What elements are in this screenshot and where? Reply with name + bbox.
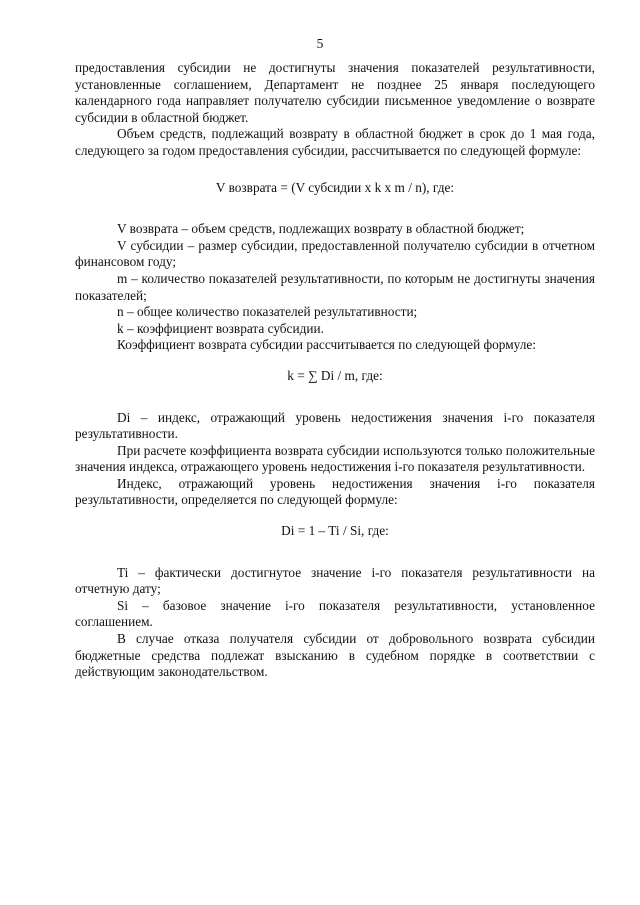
definition-v-subsidy: V субсидии – размер субсидии, предоставленной получателю субсидии в отчетном финансовом году; bbox=[75, 237, 595, 270]
definition-k: k – коэффициент возврата субсидии. bbox=[117, 320, 324, 336]
definition-m: m – количество показателей результативности, по которым не достигнуты значения показателей; bbox=[75, 270, 595, 303]
formula-di: Di = 1 – Ti / Si, где: bbox=[281, 523, 389, 539]
definition-n: n – общее количество показателей результативности; bbox=[117, 304, 418, 320]
formula-refund-volume: V возврата = (V субсидии x k x m / n), где: bbox=[215, 179, 455, 195]
paragraph-continuation: предоставления субсидии не достигнуты значения показателей результативности, установленные соглашением, Департамент не позднее 25 января последующего календарного года направляет получателю субсидии письменное уведомление о возврате субсидии в областной бюджет. bbox=[75, 60, 595, 125]
page-number: 5 bbox=[316, 36, 324, 51]
paragraph-refusal: В случае отказа получателя субсидии от добровольного возврата субсидии бюджетные средства подлежат взысканию в судебном порядке в соответствии с действующим законодательством. bbox=[75, 631, 595, 680]
document-body bbox=[75, 60, 595, 681]
definition-di: Di – индекс, отражающий уровень недостижения значения i-го показателя результативности. bbox=[75, 409, 595, 442]
paragraph-di-formula-intro: Индекс, отражающий уровень недостижения значения i-го показателя результативности, определяется по следующей формуле: bbox=[75, 475, 595, 508]
definition-ti: Ti – фактически достигнутое значение i-го показателя результативности на отчетную дату; bbox=[75, 564, 595, 597]
paragraph-positive-values: При расчете коэффициента возврата субсидии используются только положительные значения индекса, отражающего уровень недостижения i-го показателя результативности. bbox=[75, 442, 595, 475]
paragraph-k-formula-intro: Коэффициент возврата субсидии рассчитывается по следующей формуле: bbox=[117, 337, 536, 353]
formula-k: k = ∑ Di / m, где: bbox=[287, 367, 383, 383]
definition-v-refund: V возврата – объем средств, подлежащих возврату в областной бюджет; bbox=[117, 221, 525, 237]
paragraph-refund-volume: Объем средств, подлежащий возврату в областной бюджет в срок до 1 мая года, следующего за годом предоставления субсидии, рассчитывается по следующей формуле: bbox=[75, 126, 595, 158]
definition-si: Si – базовое значение i-го показателя результативности, установленное соглашением. bbox=[75, 597, 595, 630]
